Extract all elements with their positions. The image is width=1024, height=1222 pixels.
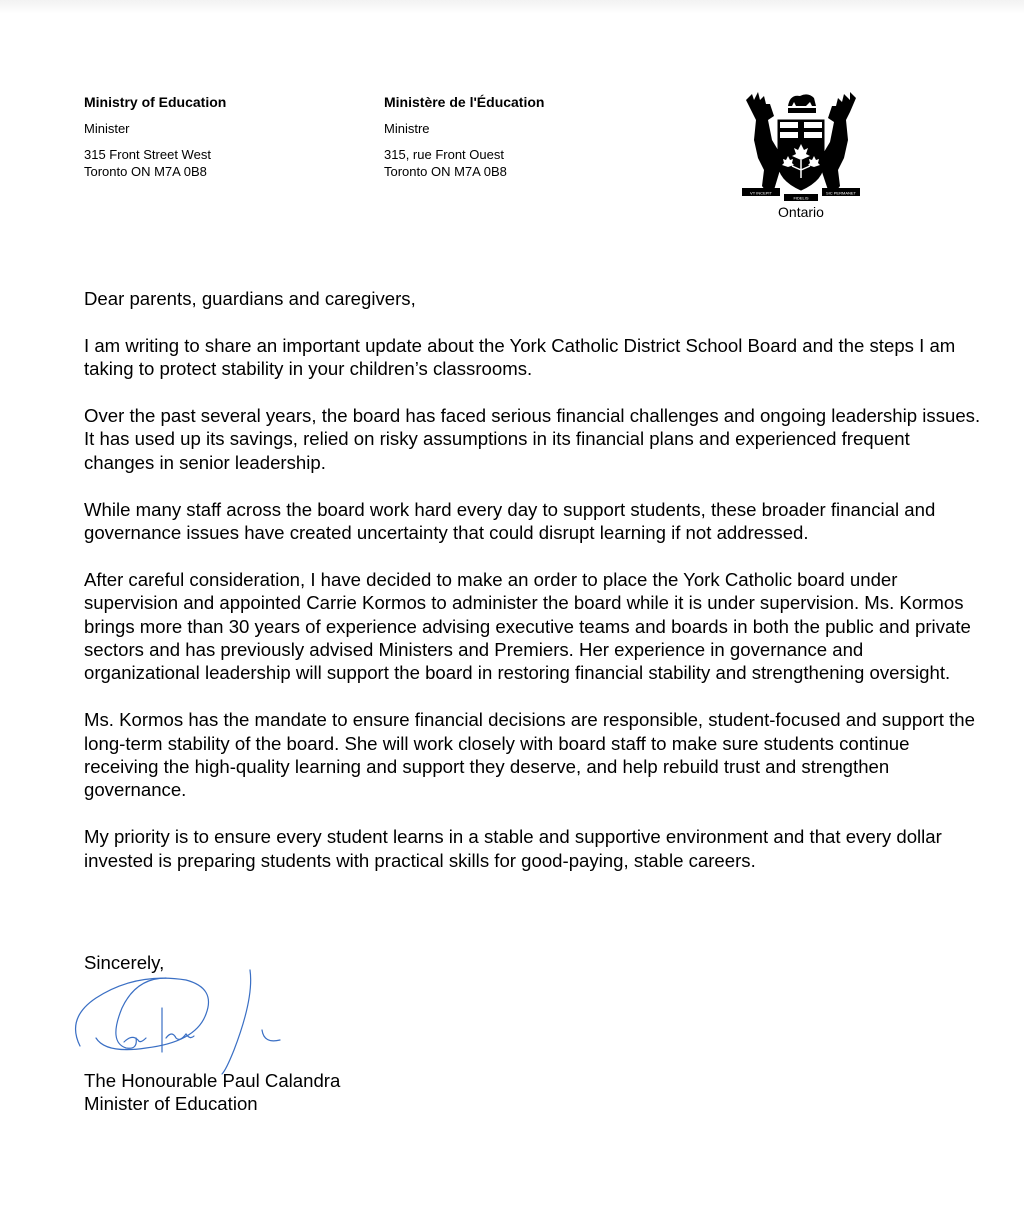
address-line1-fr: 315, rue Front Ouest	[384, 147, 504, 162]
role-en: Minister	[84, 121, 130, 136]
svg-text:VT INCEPIT: VT INCEPIT	[750, 190, 772, 196]
svg-text:FIDELIS: FIDELIS	[793, 195, 809, 201]
ministry-name-fr: Ministère de l'Éducation	[384, 94, 545, 110]
paragraph-2: Over the past several years, the board has faced serious financial challenges and ongoing leadership issues. It has used up its savings, relied on risky assumptions in its financial plans and experienced frequent changes in senior leadership.	[84, 405, 981, 473]
signer-title: Minister of Education	[84, 1093, 258, 1115]
handwritten-signature-icon	[66, 958, 296, 1078]
paragraph-4: After careful consideration, I have decided to make an order to place the York Catholic board under supervision and appointed Carrie Kormos to administer the board while it is under supervision. Ms. Kormos brings more than 30 years of experience advising executive teams and boards in both the public and private sectors and has previously advised Ministers and Premiers. Her experience in governance and organizational leadership will support the board in restoring financial stability and strengthening oversight.	[84, 568, 971, 684]
paragraph-3: While many staff across the board work hard every day to support students, these broader financial and governance issues have created uncertainty that could disrupt learning if not addressed.	[84, 498, 936, 544]
ontario-coat-of-arms-icon	[738, 90, 864, 222]
ontario-wordmark: Ontario	[778, 204, 824, 220]
paragraph-5: Ms. Kormos has the mandate to ensure financial decisions are responsible, student-focused and support the long-term stability of the board. She will work closely with board staff to make sure students continue receiving the high-quality learning and support they deserve, and help rebuild trust and strengthen governance.	[84, 709, 975, 801]
address-line2-fr: Toronto ON M7A 0B8	[384, 164, 507, 179]
address-line1-en: 315 Front Street West	[84, 147, 211, 162]
address-line2-en: Toronto ON M7A 0B8	[84, 164, 207, 179]
signer-name: The Honourable Paul Calandra	[84, 1070, 341, 1091]
paragraph-1: I am writing to share an important update about the York Catholic District School Board and the steps I am taking to protect stability in your children’s classrooms.	[84, 334, 956, 380]
paragraph-6: My priority is to ensure every student learns in a stable and supportive environment and that every dollar invested is preparing students with practical skills for good-paying, stable careers.	[84, 826, 942, 871]
closing: Sincerely,	[84, 952, 165, 973]
ministry-name-en: Ministry of Education	[84, 94, 227, 110]
letterhead-french	[384, 94, 544, 180]
signer-block	[84, 1069, 340, 1116]
svg-text:SIC PERMANET: SIC PERMANET	[825, 190, 857, 196]
page-top-shadow	[0, 0, 1024, 14]
salutation: Dear parents, guardians and caregivers,	[84, 288, 416, 309]
role-fr: Ministre	[384, 121, 430, 136]
letter-body	[84, 287, 984, 895]
letterhead-english	[84, 94, 226, 180]
